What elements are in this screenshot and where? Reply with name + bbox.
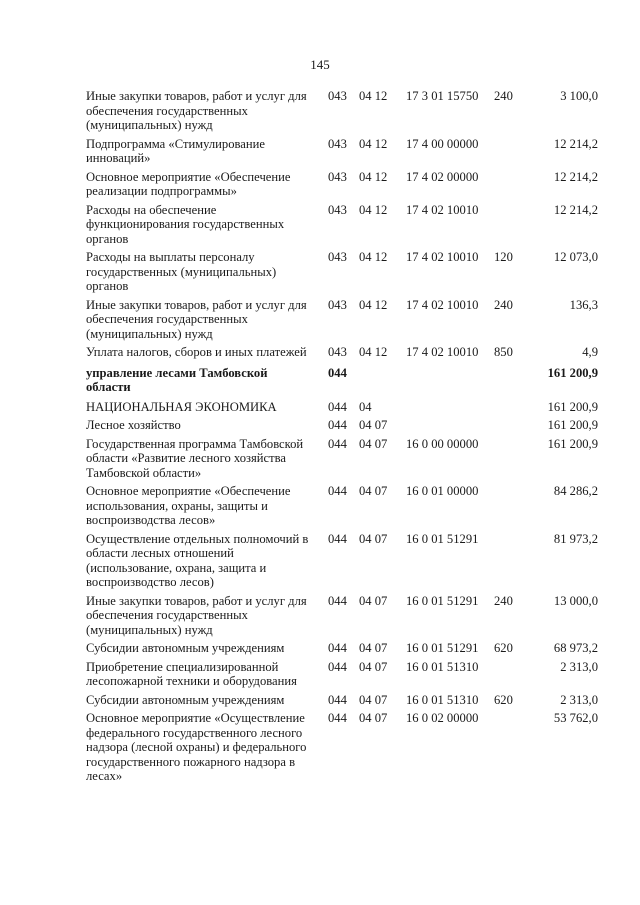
row-department-code: 044 [328, 399, 347, 414]
row-target-article: 17 4 02 00000 [406, 169, 479, 184]
row-section-code: 04 12 [359, 202, 388, 217]
table-row [0, 484, 640, 528]
row-target-article: 16 0 02 00000 [406, 711, 479, 725]
row-amount: 12 214,2 [553, 169, 598, 184]
table-row [0, 203, 640, 247]
row-name: Лесное хозяйство [86, 418, 181, 432]
row-expense-type: 240 [494, 89, 513, 103]
row-target-article: 16 0 01 00000 [406, 484, 479, 498]
row-section-code: 04 07 [359, 418, 388, 432]
row-target-article: 17 4 02 10010 [406, 250, 479, 264]
table-row [0, 345, 640, 360]
row-department-code: 043 [328, 250, 347, 264]
row-expense-type: 620 [494, 641, 513, 655]
row-section-code: 04 07 [359, 711, 388, 725]
row-expense-type: 240 [494, 297, 513, 312]
table-row [0, 137, 640, 166]
row-name: Основное мероприятие «Обеспечение использования, охраны, защиты и воспроизводства лесов» [86, 484, 291, 527]
row-amount: 161 200,9 [547, 436, 598, 451]
row-name: Уплата налогов, сборов и иных платежей [86, 345, 307, 359]
row-section-code: 04 12 [359, 136, 388, 151]
row-name: Субсидии автономным учреждениям [86, 692, 285, 707]
row-section-code: 04 07 [359, 659, 388, 674]
row-amount: 12 214,2 [553, 202, 598, 217]
page-number: 145 [310, 57, 330, 72]
row-amount: 68 973,2 [553, 641, 598, 655]
row-expense-type: 120 [494, 250, 513, 264]
row-amount: 136,3 [569, 297, 598, 312]
row-section-code: 04 07 [359, 484, 388, 498]
row-section-code: 04 12 [359, 297, 388, 312]
table-row [0, 366, 640, 395]
row-target-article: 16 0 01 51291 [406, 593, 479, 608]
row-name: Приобретение специализированной лесопожарной техники и оборудования [86, 659, 297, 688]
table-row [0, 660, 640, 689]
row-department-code: 043 [328, 345, 347, 359]
row-department-code: 044 [328, 593, 347, 608]
table-row [0, 711, 640, 784]
table-row [0, 594, 640, 638]
row-section-code: 04 [359, 399, 372, 414]
row-target-article: 17 4 02 10010 [406, 202, 479, 217]
row-target-article: 17 4 02 10010 [406, 297, 479, 312]
row-expense-type: 850 [494, 345, 513, 359]
table-row [0, 641, 640, 656]
row-department-code: 044 [328, 365, 347, 380]
row-target-article: 16 0 01 51291 [406, 641, 479, 655]
table-row [0, 418, 640, 433]
row-name: Иные закупки товаров, работ и услуг для обеспечения государственных (муниципальных) нужд [86, 297, 307, 341]
row-department-code: 044 [328, 711, 347, 725]
table-row [0, 437, 640, 481]
row-section-code: 04 07 [359, 593, 388, 608]
row-section-code: 04 12 [359, 345, 388, 359]
row-department-code: 044 [328, 641, 347, 655]
row-amount: 3 100,0 [560, 89, 598, 103]
row-expense-type: 620 [494, 692, 513, 707]
row-target-article: 16 0 01 51310 [406, 659, 479, 674]
row-section-code: 04 12 [359, 89, 388, 103]
row-department-code: 043 [328, 136, 347, 151]
row-name: Осуществление отдельных полномочий в области лесных отношений (использование, охрана, защита и воспроизводство лесов) [86, 531, 309, 589]
row-department-code: 044 [328, 436, 347, 451]
row-name: Подпрограмма «Стимулирование инноваций» [86, 136, 265, 165]
row-name: Расходы на выплаты персоналу государственных (муниципальных) органов [86, 250, 277, 293]
row-amount: 2 313,0 [560, 659, 598, 674]
row-target-article: 16 0 00 00000 [406, 436, 479, 451]
row-section-code: 04 07 [359, 531, 388, 546]
row-department-code: 044 [328, 659, 347, 674]
row-name: Субсидии автономным учреждениям [86, 641, 285, 655]
row-name: НАЦИОНАЛЬНАЯ ЭКОНОМИКА [86, 399, 277, 414]
row-amount: 84 286,2 [553, 484, 598, 498]
row-amount: 12 214,2 [553, 136, 598, 151]
table-row [0, 532, 640, 590]
row-department-code: 044 [328, 484, 347, 498]
row-name: Основное мероприятие «Обеспечение реализации подпрограммы» [86, 169, 291, 198]
row-section-code: 04 07 [359, 641, 388, 655]
row-target-article: 17 4 02 10010 [406, 345, 479, 359]
row-name: Расходы на обеспечение функционирования государственных органов [86, 202, 285, 246]
row-amount: 53 762,0 [553, 711, 598, 725]
row-department-code: 044 [328, 692, 347, 707]
table-row [0, 170, 640, 199]
row-section-code: 04 12 [359, 169, 388, 184]
row-expense-type: 240 [494, 593, 513, 608]
row-department-code: 043 [328, 202, 347, 217]
row-name: Государственная программа Тамбовской области «Развитие лесного хозяйства Тамбовской области» [86, 436, 304, 480]
row-section-code: 04 12 [359, 250, 388, 264]
row-section-code: 04 07 [359, 692, 388, 707]
row-amount: 81 973,2 [553, 531, 598, 546]
row-target-article: 16 0 01 51291 [406, 531, 479, 546]
row-section-code: 04 07 [359, 436, 388, 451]
table-row [0, 400, 640, 415]
row-amount: 161 200,9 [547, 418, 598, 432]
row-amount: 12 073,0 [553, 250, 598, 264]
row-name: Иные закупки товаров, работ и услуг для обеспечения государственных (муниципальных) нужд [86, 89, 307, 132]
row-amount: 2 313,0 [560, 692, 598, 707]
row-department-code: 044 [328, 531, 347, 546]
row-target-article: 16 0 01 51310 [406, 692, 479, 707]
table-row [0, 89, 640, 133]
row-department-code: 043 [328, 169, 347, 184]
row-department-code: 043 [328, 89, 347, 103]
row-target-article: 17 3 01 15750 [406, 89, 479, 103]
budget-table [0, 89, 640, 784]
row-target-article: 17 4 00 00000 [406, 136, 479, 151]
row-amount: 161 200,9 [547, 399, 598, 414]
row-name: управление лесами Тамбовской области [86, 365, 268, 394]
row-department-code: 043 [328, 297, 347, 312]
row-name: Основное мероприятие «Осуществление федерального государственного лесного надзора (лесной охраны) и федерального государственного пожарного надзора в лесах» [86, 711, 307, 783]
row-amount: 161 200,9 [547, 365, 598, 380]
table-row [0, 298, 640, 342]
table-row [0, 693, 640, 708]
row-amount: 13 000,0 [553, 593, 598, 608]
row-name: Иные закупки товаров, работ и услуг для обеспечения государственных (муниципальных) нужд [86, 593, 307, 637]
row-department-code: 044 [328, 418, 347, 432]
row-amount: 4,9 [582, 345, 598, 359]
table-row [0, 250, 640, 294]
